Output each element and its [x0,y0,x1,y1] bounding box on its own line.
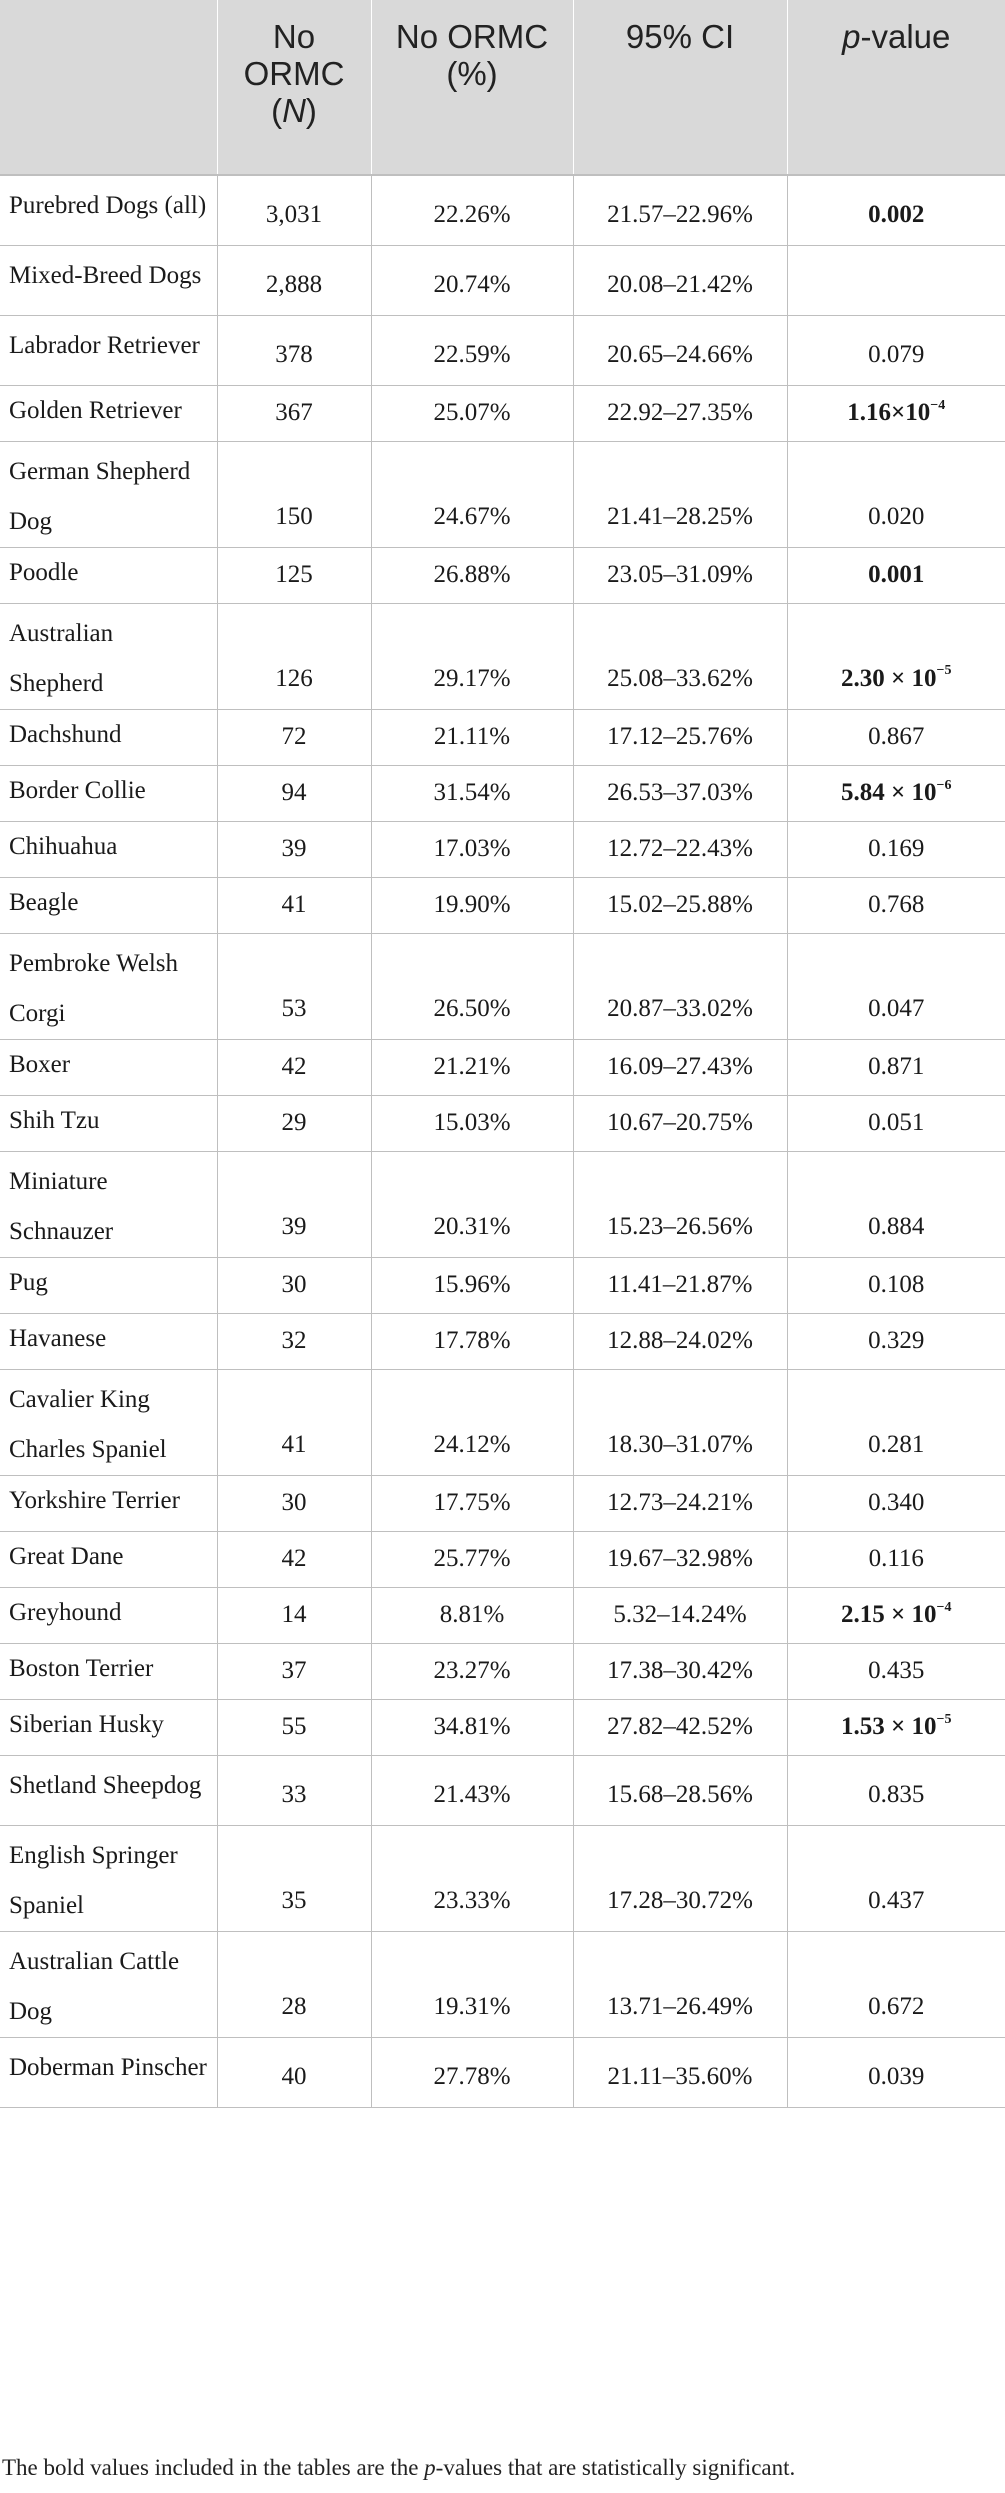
table-row [0,1369,1005,1475]
p-value-text: 0.281 [868,1430,925,1458]
table-body [0,175,1005,2107]
cell-no-ormc-n: 2,888 [217,245,371,315]
cell-95-ci: 20.08–21.42% [573,245,787,315]
table-row [0,1931,1005,2037]
table-row [0,441,1005,547]
cell-p-value [787,765,1005,821]
cell-95-ci: 11.41–21.87% [573,1257,787,1313]
p-value-text: 0.001 [868,561,925,588]
cell-p-value [787,603,1005,709]
cell-95-ci: 5.32–14.24% [573,1587,787,1643]
cell-no-ormc-n: 30 [217,1257,371,1313]
table-row [0,1587,1005,1643]
p-value-text: 0.435 [868,1657,925,1684]
cell-95-ci: 12.73–24.21% [573,1475,787,1531]
table-row [0,1643,1005,1699]
cell-p-value [787,1039,1005,1095]
table-row [0,1531,1005,1587]
table-row [0,933,1005,1039]
cell-p-value [787,441,1005,547]
cell-no-ormc-n: 94 [217,765,371,821]
cell-no-ormc-n: 3,031 [217,175,371,245]
cell-95-ci: 23.05–31.09% [573,547,787,603]
cell-breed: Border Collie [0,765,217,821]
cell-no-ormc-percent: 15.96% [371,1257,573,1313]
cell-no-ormc-n: 72 [217,709,371,765]
cell-no-ormc-n: 37 [217,1643,371,1699]
cell-95-ci: 18.30–31.07% [573,1369,787,1475]
p-value-text: 1.16×10 [847,399,931,426]
cell-no-ormc-percent: 31.54% [371,765,573,821]
cell-95-ci: 10.67–20.75% [573,1095,787,1151]
cell-no-ormc-n: 41 [217,1369,371,1475]
p-value-text: 0.116 [868,1545,924,1572]
table-footnote: The bold values included in the tables are the p-values that are statistically significant. [2,2455,796,2480]
cell-95-ci: 17.12–25.76% [573,709,787,765]
cell-no-ormc-percent: 26.50% [371,933,573,1039]
cell-no-ormc-percent: 25.07% [371,385,573,441]
cell-breed: Havanese [0,1313,217,1369]
cell-95-ci: 27.82–42.52% [573,1699,787,1755]
cell-no-ormc-percent: 27.78% [371,2037,573,2107]
p-value-text: 0.672 [868,1992,925,2020]
cell-p-value [787,1755,1005,1825]
cell-95-ci: 21.11–35.60% [573,2037,787,2107]
cell-breed: Miniature Schnauzer [0,1151,217,1257]
table-row [0,877,1005,933]
cell-breed: Golden Retriever [0,385,217,441]
cell-breed: Siberian Husky [0,1699,217,1755]
cell-no-ormc-n: 125 [217,547,371,603]
table-row [0,709,1005,765]
cell-no-ormc-percent: 26.88% [371,547,573,603]
table-row [0,315,1005,385]
cell-breed: Boston Terrier [0,1643,217,1699]
cell-no-ormc-n: 30 [217,1475,371,1531]
cell-95-ci: 26.53–37.03% [573,765,787,821]
cell-no-ormc-n: 126 [217,603,371,709]
table-row [0,603,1005,709]
p-value-text: 0.079 [868,340,925,368]
cell-95-ci: 13.71–26.49% [573,1931,787,2037]
cell-95-ci: 21.57–22.96% [573,175,787,245]
cell-no-ormc-percent: 15.03% [371,1095,573,1151]
cell-no-ormc-n: 41 [217,877,371,933]
table-header-row [0,0,1005,175]
table-row [0,1313,1005,1369]
p-value-exponent: −4 [936,1599,952,1615]
cell-breed: Boxer [0,1039,217,1095]
cell-breed: Dachshund [0,709,217,765]
p-value-exponent: −4 [930,397,946,413]
cell-p-value [787,2037,1005,2107]
p-value-text: 2.15 × 10 [841,1601,937,1628]
cell-95-ci: 15.23–26.56% [573,1151,787,1257]
cell-95-ci: 12.88–24.02% [573,1313,787,1369]
p-value-text: 0.871 [868,1053,925,1080]
cell-95-ci: 22.92–27.35% [573,385,787,441]
cell-p-value [787,877,1005,933]
cell-no-ormc-n: 32 [217,1313,371,1369]
table-row [0,245,1005,315]
p-value-text: 0.835 [868,1780,925,1808]
cell-breed: Australian Shepherd [0,603,217,709]
cell-95-ci: 17.38–30.42% [573,1643,787,1699]
cell-95-ci: 21.41–28.25% [573,441,787,547]
cell-no-ormc-percent: 8.81% [371,1587,573,1643]
cell-no-ormc-percent: 17.75% [371,1475,573,1531]
cell-breed: German Shepherd Dog [0,441,217,547]
cell-p-value [787,385,1005,441]
cell-p-value [787,933,1005,1039]
p-value-text: 0.039 [868,2062,925,2090]
cell-no-ormc-n: 35 [217,1825,371,1931]
cell-no-ormc-n: 40 [217,2037,371,2107]
p-value-text: 1.53 × 10 [841,1713,937,1740]
cell-no-ormc-percent: 17.03% [371,821,573,877]
p-value-exponent: −6 [936,777,952,793]
cell-breed: Purebred Dogs (all) [0,175,217,245]
cell-no-ormc-percent: 22.26% [371,175,573,245]
cell-95-ci: 20.87–33.02% [573,933,787,1039]
cell-no-ormc-percent: 24.67% [371,441,573,547]
cell-no-ormc-percent: 21.11% [371,709,573,765]
cell-no-ormc-percent: 21.43% [371,1755,573,1825]
header-no-ormc-n: No ORMC (N) [217,0,371,175]
cell-95-ci: 17.28–30.72% [573,1825,787,1931]
cell-no-ormc-percent: 19.90% [371,877,573,933]
p-value-text: 0.020 [868,502,925,530]
cell-breed: Labrador Retriever [0,315,217,385]
table-row [0,821,1005,877]
p-value-text: 0.051 [868,1109,925,1136]
cell-breed: Pug [0,1257,217,1313]
cell-breed: Chihuahua [0,821,217,877]
cell-p-value [787,1825,1005,1931]
cell-no-ormc-percent: 20.74% [371,245,573,315]
cell-95-ci: 20.65–24.66% [573,315,787,385]
cell-no-ormc-n: 378 [217,315,371,385]
cell-95-ci: 15.68–28.56% [573,1755,787,1825]
table-row [0,2037,1005,2107]
cell-breed: Cavalier King Charles Spaniel [0,1369,217,1475]
cell-95-ci: 16.09–27.43% [573,1039,787,1095]
cell-p-value [787,1313,1005,1369]
cell-no-ormc-percent: 20.31% [371,1151,573,1257]
table-row [0,1151,1005,1257]
table-row [0,385,1005,441]
cell-no-ormc-n: 55 [217,1699,371,1755]
cell-p-value [787,175,1005,245]
table-row [0,175,1005,245]
header-p-value: p-value [787,0,1005,175]
cell-no-ormc-n: 39 [217,821,371,877]
cell-breed: Pembroke Welsh Corgi [0,933,217,1039]
cell-breed: Shetland Sheepdog [0,1755,217,1825]
p-value-text: 0.768 [868,891,925,918]
cell-no-ormc-n: 53 [217,933,371,1039]
cell-no-ormc-percent: 19.31% [371,1931,573,2037]
cell-95-ci: 25.08–33.62% [573,603,787,709]
cell-p-value [787,1369,1005,1475]
cell-no-ormc-n: 29 [217,1095,371,1151]
cell-p-value [787,547,1005,603]
cell-breed: Shih Tzu [0,1095,217,1151]
p-value-text: 0.047 [868,994,925,1022]
cell-breed: Doberman Pinscher [0,2037,217,2107]
cell-p-value [787,1151,1005,1257]
table-row [0,547,1005,603]
cell-no-ormc-percent: 24.12% [371,1369,573,1475]
cell-no-ormc-percent: 29.17% [371,603,573,709]
cell-no-ormc-n: 367 [217,385,371,441]
p-value-text: 2.30 × 10 [841,664,937,692]
cell-breed: English Springer Spaniel [0,1825,217,1931]
cell-breed: Yorkshire Terrier [0,1475,217,1531]
cell-p-value [787,1531,1005,1587]
p-value-text: 0.108 [868,1271,925,1298]
p-value-text: 0.437 [868,1886,925,1914]
cell-no-ormc-percent: 25.77% [371,1531,573,1587]
cell-no-ormc-percent: 21.21% [371,1039,573,1095]
table-row [0,1039,1005,1095]
cell-breed: Great Dane [0,1531,217,1587]
cell-p-value [787,1699,1005,1755]
p-value-text: 0.329 [868,1327,925,1354]
cell-no-ormc-percent: 34.81% [371,1699,573,1755]
cell-p-value [787,1095,1005,1151]
cell-no-ormc-percent: 23.27% [371,1643,573,1699]
p-value-text: 0.884 [868,1212,925,1240]
cell-no-ormc-n: 150 [217,441,371,547]
table-row [0,1825,1005,1931]
cell-breed: Poodle [0,547,217,603]
table-row [0,1475,1005,1531]
p-value-text: 0.867 [868,723,925,750]
cell-p-value [787,1257,1005,1313]
p-value-text: 0.340 [868,1489,925,1516]
cell-no-ormc-percent: 23.33% [371,1825,573,1931]
cell-no-ormc-n: 14 [217,1587,371,1643]
cell-p-value [787,245,1005,315]
header-95-ci: 95% CI [573,0,787,175]
cell-no-ormc-n: 42 [217,1039,371,1095]
table-row [0,1699,1005,1755]
p-value-text: 0.169 [868,835,925,862]
table-row [0,1257,1005,1313]
p-value-text: 0.002 [868,200,925,228]
cell-p-value [787,709,1005,765]
header-breed [0,0,217,175]
cell-p-value [787,315,1005,385]
header-no-ormc-percent: No ORMC (%) [371,0,573,175]
cell-p-value [787,821,1005,877]
cell-no-ormc-percent: 22.59% [371,315,573,385]
cell-p-value [787,1587,1005,1643]
cell-breed: Australian Cattle Dog [0,1931,217,2037]
cell-no-ormc-n: 28 [217,1931,371,2037]
cell-p-value [787,1643,1005,1699]
cell-95-ci: 19.67–32.98% [573,1531,787,1587]
table-row [0,765,1005,821]
p-value-text: 5.84 × 10 [841,779,937,806]
cell-breed: Mixed-Breed Dogs [0,245,217,315]
cell-p-value [787,1931,1005,2037]
p-value-exponent: −5 [936,1711,952,1727]
p-value-exponent: −5 [936,663,952,679]
cell-95-ci: 12.72–22.43% [573,821,787,877]
cell-95-ci: 15.02–25.88% [573,877,787,933]
table-row [0,1095,1005,1151]
cell-no-ormc-percent: 17.78% [371,1313,573,1369]
cell-no-ormc-n: 42 [217,1531,371,1587]
cell-no-ormc-n: 33 [217,1755,371,1825]
cell-breed: Greyhound [0,1587,217,1643]
cell-p-value [787,1475,1005,1531]
cell-no-ormc-n: 39 [217,1151,371,1257]
table-row [0,1755,1005,1825]
cell-breed: Beagle [0,877,217,933]
